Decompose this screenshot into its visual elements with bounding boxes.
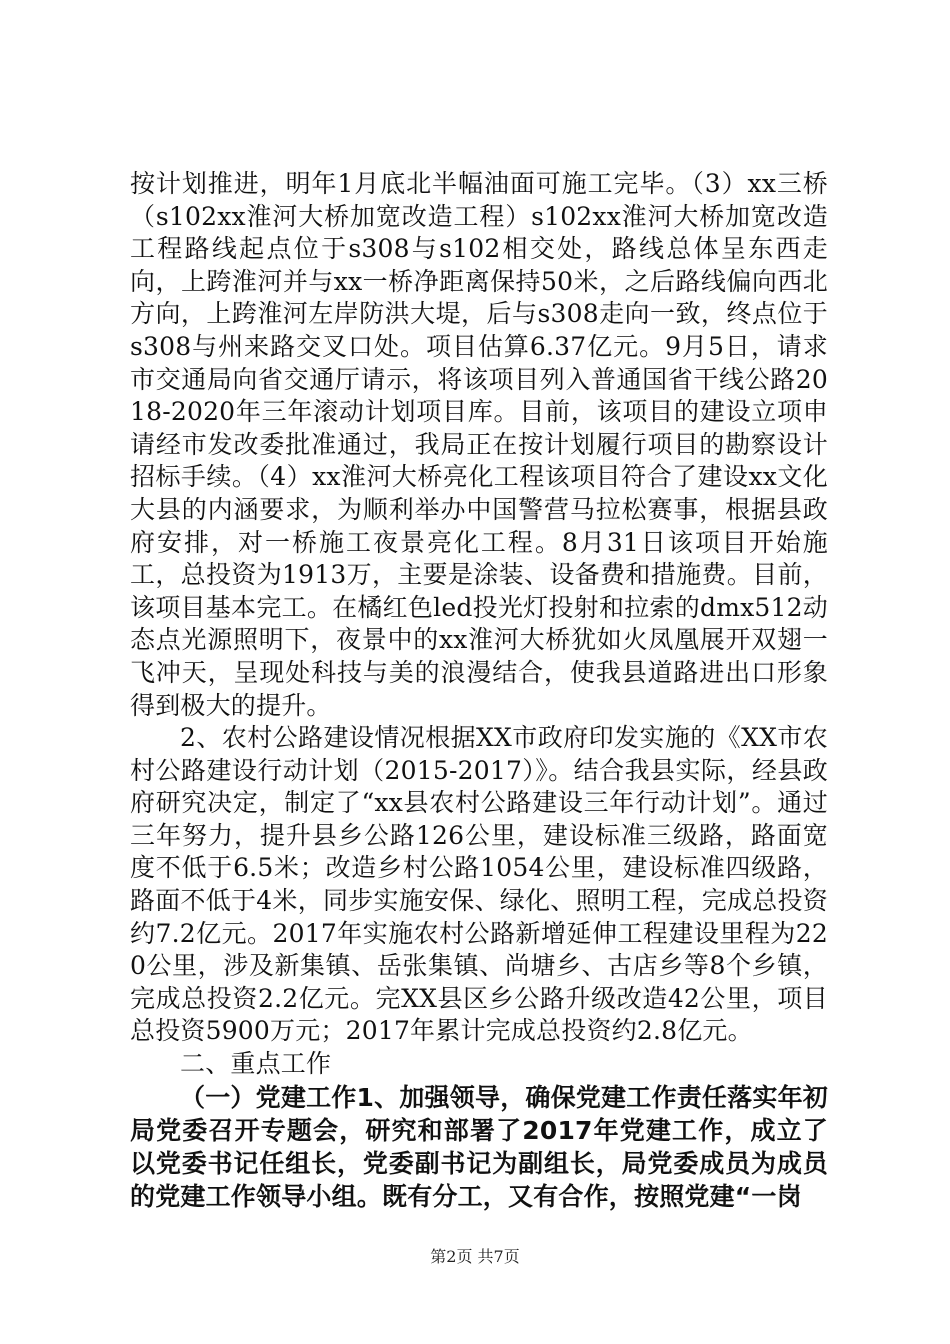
- document-body: [130, 168, 828, 1213]
- section-heading-key-work: 二、重点工作: [180, 1049, 332, 1079]
- paragraph-bridge-projects: 按计划推进，明年1月底北半幅油面可施工完毕。（3）xx三桥（s102xx淮河大桥加宽改造工程）s102xx淮河大桥加宽改造工程路线起点位于s308与s102相交处，路线总体呈东西走向，上跨淮河并与xx一桥净距离保持50米，之后路线偏向西北方向，上跨淮河左岸防洪大堤，后与s308走向一致，终点位于s308与州来路交叉口处。项目估算6.37亿元。9月5日，请求市交通局向省交通厅请示，将该项目列入普通国省干线公路2018-2020年三年滚动计划项目库。目前，该项目的建设立项申请经市发改委批准通过，我局正在按计划履行项目的勘察设计招标手续。（4）xx淮河大桥亮化工程该项目符合了建设xx文化大县的内涵要求，为顺利举办中国警营马拉松赛事，根据县政府安排，对一桥施工夜景亮化工程。8月31日该项目开始施工，总投资为1913万，主要是涂装、设备费和措施费。目前，该项目基本完工。在橘红色led投光灯投射和拉索的dmx512动态点光源照明下，夜景中的xx淮河大桥犹如火凤凰展开双翅一飞冲天，呈现处科技与美的浪漫结合，使我县道路进出口形象得到极大的提升。: [130, 169, 828, 720]
- page-number-footer: 第2页 共7页: [430, 1247, 520, 1266]
- paragraph-party-building: （一）党建工作1、加强领导，确保党建工作责任落实年初局党委召开专题会，研究和部署了2017年党建工作，成立了以党委书记任组长，党委副书记为副组长，局党委成员为成员的党建工作领导小组。既有分工，又有合作，按照党建“一岗: [130, 1082, 828, 1211]
- paragraph-rural-roads: 2、农村公路建设情况根据XX市政府印发实施的《XX市农村公路建设行动计划（2015-2017）》。结合我县实际，经县政府研究决定，制定了“xx县农村公路建设三年行动计划”。通过三年努力，提升县乡公路126公里，建设标准三级路，路面宽度不低于6.5米；改造乡村公路1054公里，建设标准四级路，路面不低于4米，同步实施安保、绿化、照明工程，完成总投资约7.2亿元。2017年实施农村公路新增延伸工程建设里程为220公里，涉及新集镇、岳张集镇、尚塘乡、古店乡等8个乡镇，完成总投资2.2亿元。完XX县区乡公路升级改造42公里，项目总投资5900万元；2017年累计完成总投资约2.8亿元。: [130, 723, 828, 1046]
